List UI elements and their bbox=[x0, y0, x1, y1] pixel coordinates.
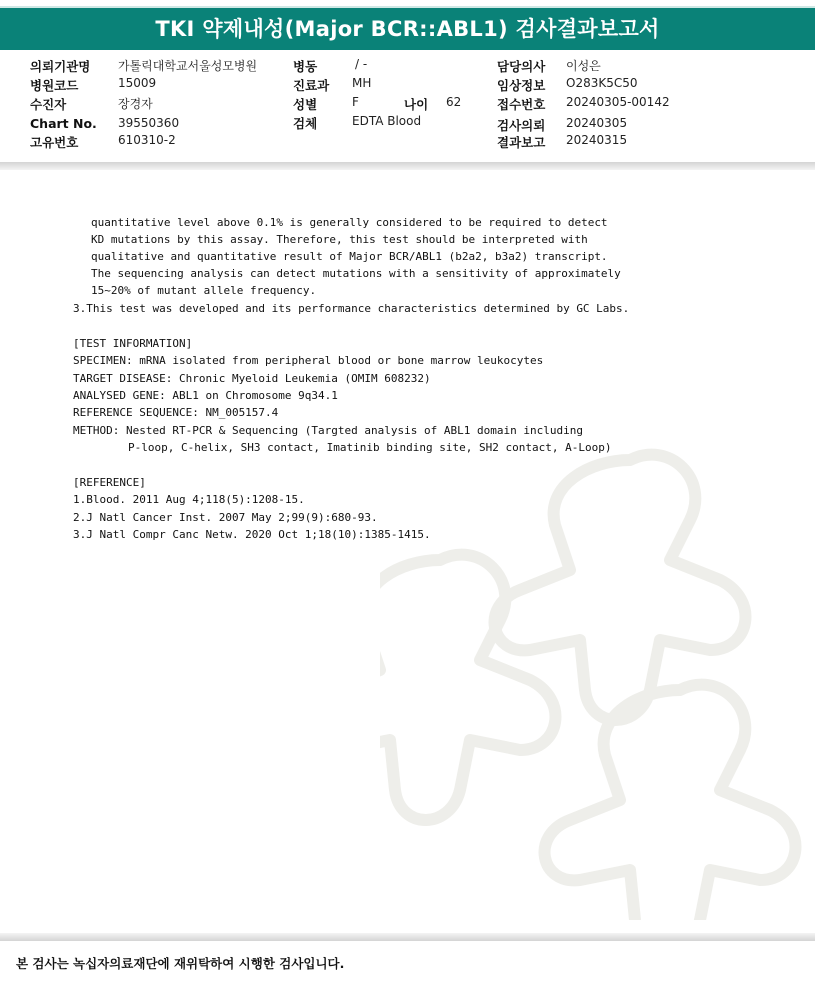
specimen-value: EDTA Blood bbox=[352, 114, 422, 128]
body-line: KD mutations by this assay. Therefore, this test should be interpreted with bbox=[91, 233, 588, 246]
body-line: P-loop, C-helix, SH3 contact, Imatinib binding site, SH2 contact, A-Loop) bbox=[128, 441, 612, 454]
department-label: 진료과 bbox=[293, 78, 330, 93]
hospital-code-label: 병원코드 bbox=[30, 78, 79, 93]
hospital-code-value: 15009 bbox=[118, 76, 157, 90]
clinical-info-label: 임상정보 bbox=[497, 78, 546, 93]
ward-label: 병동 bbox=[293, 59, 318, 74]
report-title: TKI 약제내성(Major BCR::ABL1) 검사결과보고서 bbox=[0, 6, 815, 50]
header-divider bbox=[0, 162, 815, 170]
specimen-label: 검체 bbox=[293, 116, 318, 131]
reference-item: 3.J Natl Compr Canc Netw. 2020 Oct 1;18(10):1385-1415. bbox=[73, 528, 431, 541]
attending-physician-value: 이성은 bbox=[566, 59, 601, 73]
logo-watermark bbox=[380, 440, 815, 920]
clinical-info-value: O283K5C50 bbox=[566, 76, 638, 90]
reference-heading: [REFERENCE] bbox=[73, 476, 146, 489]
watermark-cross-top bbox=[495, 455, 746, 720]
test-information-heading: [TEST INFORMATION] bbox=[73, 337, 193, 350]
requesting-institution-value: 가톨릭대학교서울성모병원 bbox=[118, 59, 258, 73]
body-line: The sequencing analysis can detect mutations with a sensitivity of approximately bbox=[91, 267, 621, 280]
body-line: REFERENCE SEQUENCE: NM_005157.4 bbox=[73, 406, 279, 419]
body-line: 15~20% of mutant allele frequency. bbox=[91, 284, 317, 297]
reference-item: 2.J Natl Cancer Inst. 2007 May 2;99(9):680-93. bbox=[73, 511, 378, 524]
receipt-number-label: 접수번호 bbox=[497, 97, 546, 112]
body-line: ANALYSED GENE: ABL1 on Chromosome 9q34.1 bbox=[73, 389, 338, 402]
test-request-date-label: 검사의뢰 bbox=[497, 118, 546, 133]
watermark-cross-bottom bbox=[545, 685, 796, 920]
body-line: TARGET DISEASE: Chronic Myeloid Leukemia (OMIM 608232) bbox=[73, 372, 431, 385]
department-value: MH bbox=[352, 76, 372, 90]
patient-info-block bbox=[0, 50, 815, 155]
body-line: quantitative level above 0.1% is generally considered to be required to detect bbox=[91, 216, 608, 229]
body-line: qualitative and quantitative result of Major BCR/ABL1 (b2a2, b3a2) transcript. bbox=[91, 250, 608, 263]
sex-label: 성별 bbox=[293, 97, 318, 112]
test-request-date-value: 20240305 bbox=[566, 116, 628, 130]
reference-item: 1.Blood. 2011 Aug 4;118(5):1208-15. bbox=[73, 493, 305, 506]
receipt-number-value: 20240305-00142 bbox=[566, 95, 670, 109]
patient-name-label: 수진자 bbox=[30, 97, 67, 112]
age-label: 나이 bbox=[404, 97, 429, 112]
footer-note: 본 검사는 녹십자의료재단에 재위탁하여 시행한 검사입니다. bbox=[16, 956, 345, 971]
watermark-cross-middle bbox=[380, 555, 555, 820]
chart-no-value: 39550360 bbox=[118, 116, 180, 130]
sex-value: F bbox=[352, 95, 359, 109]
chart-no-label: Chart No. bbox=[30, 116, 97, 131]
result-report-date-value: 20240315 bbox=[566, 133, 628, 147]
body-line: 3.This test was developed and its performance characteristics determined by GC Labs. bbox=[73, 302, 630, 315]
unique-number-value: 610310-2 bbox=[118, 133, 176, 147]
patient-name-value: 장경자 bbox=[118, 97, 153, 111]
unique-number-label: 고유번호 bbox=[30, 135, 79, 150]
attending-physician-label: 담당의사 bbox=[497, 59, 546, 74]
body-line: SPECIMEN: mRNA isolated from peripheral blood or bone marrow leukocytes bbox=[73, 354, 544, 367]
ward-value: / - bbox=[355, 57, 368, 71]
result-report-date-label: 결과보고 bbox=[497, 135, 546, 150]
age-value: 62 bbox=[446, 95, 462, 109]
footer-divider bbox=[0, 933, 815, 941]
requesting-institution-label: 의뢰기관명 bbox=[30, 59, 91, 74]
body-line: METHOD: Nested RT-PCR & Sequencing (Targted analysis of ABL1 domain including bbox=[73, 424, 583, 437]
